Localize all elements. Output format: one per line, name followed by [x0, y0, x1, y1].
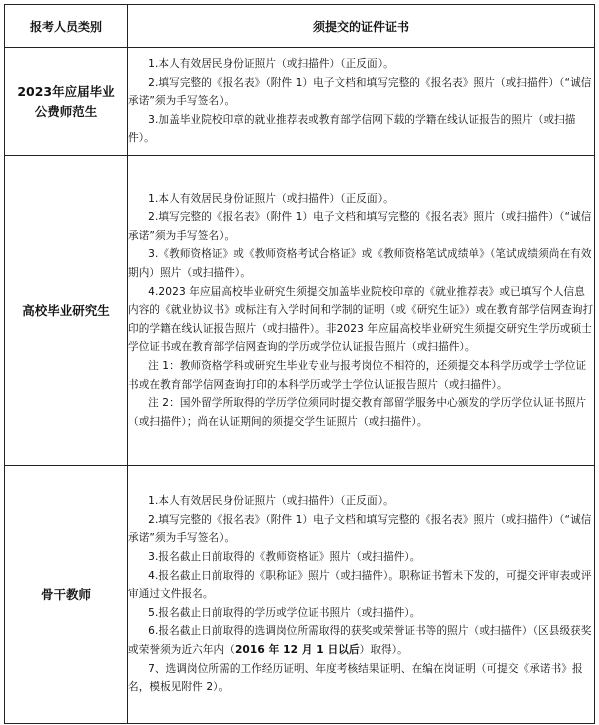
header-category: 报考人员类别 [5, 5, 128, 48]
table-row [5, 466, 595, 724]
item-text: ）取得）。 [359, 643, 408, 656]
list-item: 1.本人有效居民身份证照片（或扫描件）（正反面）。 [148, 495, 394, 508]
list-item: 4.报名截止日前取得的《职称证》照片（或扫描件）。职称证书暂未下发的，可提交评审表或评审通过文件报名。 [128, 569, 592, 601]
note-item: 注 1：教师资格学科或研究生毕业专业与报考岗位不相符的，还须提交本科学历或学士学位证书或在教育部学信网查询打印的本科学历或学士学位认证报告照片（或扫描件）。 [128, 359, 587, 391]
documents-cell [128, 466, 595, 724]
date-emphasis: 2016 年 12 月 1 日以后 [234, 643, 360, 656]
list-item: 2.填写完整的《报名表》（附件 1）电子文档和填写完整的《报名表》照片（或扫描件）（“诚信承诺”须为手写签名）。 [128, 513, 592, 545]
list-item: 7、选调岗位所需的工作经历证明、年度考核结果证明、在编在岗证明（可提交《承诺书》报名，模板见附件 2）。 [128, 662, 583, 694]
list-item: 2.填写完整的《报名表》（附件 1）电子文档和填写完整的《报名表》照片（或扫描件）（“诚信承诺”须为手写签名）。 [128, 211, 592, 242]
list-item: 1.本人有效居民身份证照片（或扫描件）（正反面）。 [148, 192, 394, 205]
list-item: 2.填写完整的《报名表》（附件 1）电子文档和填写完整的《报名表》照片（或扫描件）（“诚信承诺”须为手写签名）。 [128, 76, 592, 108]
list-item: 1.本人有效居民身份证照片（或扫描件）（正反面）。 [148, 58, 394, 71]
header-documents: 须提交的证件证书 [128, 5, 595, 48]
list-item: 3.加盖毕业院校印章的就业推荐表或教育部学信网下载的学籍在线认证报告的照片（或扫描件）。 [128, 113, 576, 145]
requirements-table [4, 4, 595, 724]
category-label: 高校毕业研究生 [22, 302, 110, 318]
category-cell [5, 156, 128, 466]
header-row [5, 5, 595, 48]
table-row [5, 48, 595, 156]
category-label: 2023年应届毕业 [17, 83, 115, 99]
category-label: 公费师范生 [34, 103, 98, 119]
item-text: 6.报名截止日前取得的选调岗位所需取得的获奖或荣誉证书等的照片（或扫描件）（区县级获奖或荣誉须为近六年内（ [128, 625, 592, 656]
list-item: 4.2023 年应届高校毕业研究生须提交加盖毕业院校印章的《就业推荐表》或已填写个人信息内容的《就业协议书》或标注有入学时间和学制的证明（或《研究生证》）或在教育部学信网查询打印的学籍在线认证报告照片（或扫描件）。非2023 年应届高校毕业研究生须提交研究生学历或硕士学位证书或在教育部学信网查询的学历或学位认证报告照片（或扫描件）。 [128, 285, 594, 354]
category-label: 骨干教师 [40, 586, 91, 602]
list-item: 3.报名截止日前取得的《教师资格证》照片（或扫描件）。 [148, 551, 421, 564]
documents-cell [128, 156, 595, 466]
list-item: 5.报名截止日前取得的学历或学位证书照片（或扫描件）。 [148, 606, 421, 619]
list-item: 3.《教师资格证》或《教师资格考试合格证》或《教师资格笔试成绩单》（笔试成绩须尚在有效期内）照片（或扫描件）。 [128, 248, 592, 280]
category-cell [5, 48, 128, 156]
note-item: 注 2：国外留学所取得的学历学位须同时提交教育部留学服务中心颁发的学历学位认证书照片（或扫描件）；尚在认证期间的须提交学生证照片（或扫描件）。 [128, 397, 587, 428]
documents-cell [128, 48, 595, 156]
list-item [128, 622, 594, 659]
document [4, 4, 594, 724]
table-row [5, 156, 595, 466]
category-cell [5, 466, 128, 724]
